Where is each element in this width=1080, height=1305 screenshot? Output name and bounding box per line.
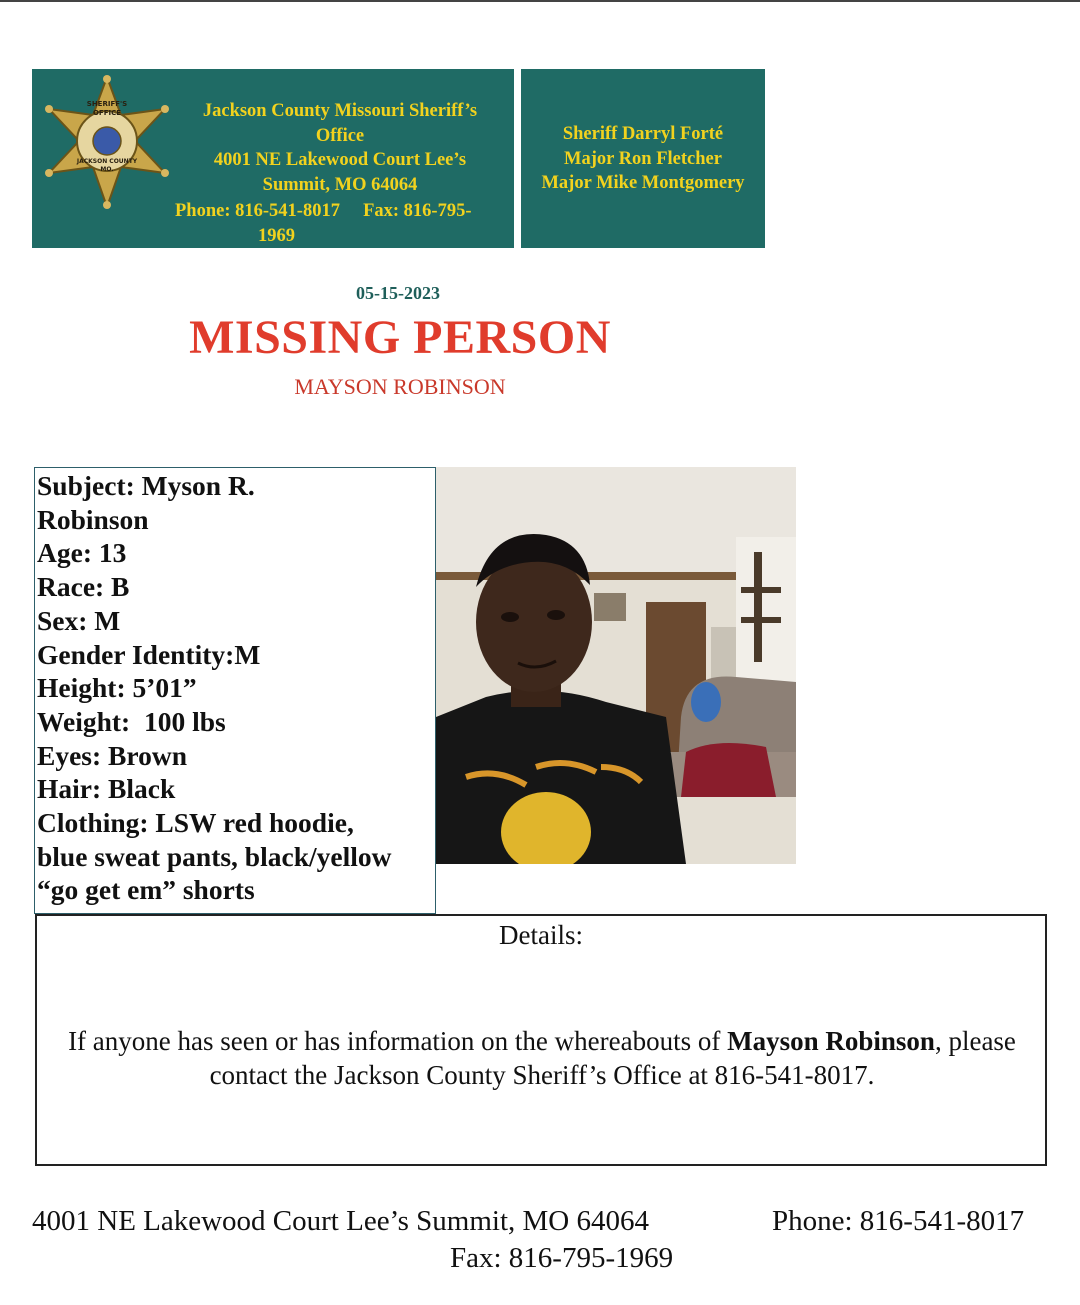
- leadership-names: [521, 122, 765, 196]
- eyes-line: Eyes: Brown: [37, 739, 187, 771]
- subject-info-box: [34, 467, 436, 914]
- details-text-after: , please contact the Jackson County Sheriff’s Office at 816-541-8017.: [209, 1026, 1016, 1090]
- badge-text-office: OFFICE: [92, 109, 122, 117]
- subject-photo-illustration: [436, 467, 796, 864]
- height-line: Height: 5’01”: [37, 672, 197, 704]
- subject-line-cont: Robinson: [37, 503, 149, 535]
- badge-text-top: SHERIFF'S: [86, 100, 128, 108]
- office-name-line-2: Office: [315, 125, 365, 146]
- details-name-bold: Mayson Robinson: [727, 1026, 935, 1056]
- footer-address: 4001 NE Lakewood Court Lee’s Summit, MO 64064: [32, 1205, 650, 1237]
- office-name-line-1: Jackson County Missouri Sheriff’s: [202, 101, 478, 121]
- weight-line: Weight: 100 lbs: [37, 705, 226, 737]
- office-phone-fax: Phone: 816-541-8017 Fax: 816-795-: [175, 201, 472, 221]
- major-name-1: Major Ron Fletcher: [564, 148, 722, 169]
- clothing-line-2: blue sweat pants, black/yellow: [37, 840, 392, 872]
- office-address-line-2: Summit, MO 64064: [262, 174, 418, 195]
- subject-line: Subject: Myson R.: [37, 470, 255, 501]
- details-box: [35, 914, 1047, 1166]
- subject-photo: [436, 467, 796, 864]
- sex-line: Sex: M: [37, 604, 121, 636]
- footer-phone: Phone: 816-541-8017: [772, 1205, 1025, 1237]
- footer-fax: Fax: 816-795-1969: [450, 1242, 674, 1274]
- bulletin-date: 05-15-2023: [356, 283, 440, 303]
- age-line: Age: 13: [37, 537, 127, 569]
- hair-line: Hair: Black: [37, 773, 176, 805]
- sheriff-star-badge-icon: [44, 75, 170, 209]
- details-label: Details:: [499, 920, 583, 950]
- leadership-header: [521, 69, 765, 248]
- office-address-line-1: 4001 NE Lakewood Court Lee’s: [213, 150, 467, 171]
- badge-text-state: MO.: [100, 166, 114, 173]
- sheriff-office-header: [32, 69, 514, 248]
- page-title: MISSING PERSON: [189, 311, 611, 364]
- gender-identity-line: Gender Identity:M: [37, 638, 261, 670]
- details-text-before: If anyone has seen or has information on the whereabouts of: [68, 1026, 728, 1056]
- missing-person-name: MAYSON ROBINSON: [294, 374, 506, 399]
- clothing-line-3: “go get em” shorts: [37, 874, 255, 906]
- top-border-line: [0, 0, 1080, 2]
- office-contact-block: [175, 199, 511, 248]
- race-line: Race: B: [37, 571, 130, 603]
- office-fax-continued: 1969: [258, 225, 295, 246]
- major-name-2: Major Mike Montgomery: [541, 173, 745, 194]
- clothing-line-1: Clothing: LSW red hoodie,: [37, 807, 354, 839]
- office-address-block: [172, 99, 508, 197]
- badge-text-county: JACKSON COUNTY: [76, 158, 138, 165]
- details-message: [47, 1024, 1037, 1092]
- sheriff-name: Sheriff Darryl Forté: [562, 124, 724, 144]
